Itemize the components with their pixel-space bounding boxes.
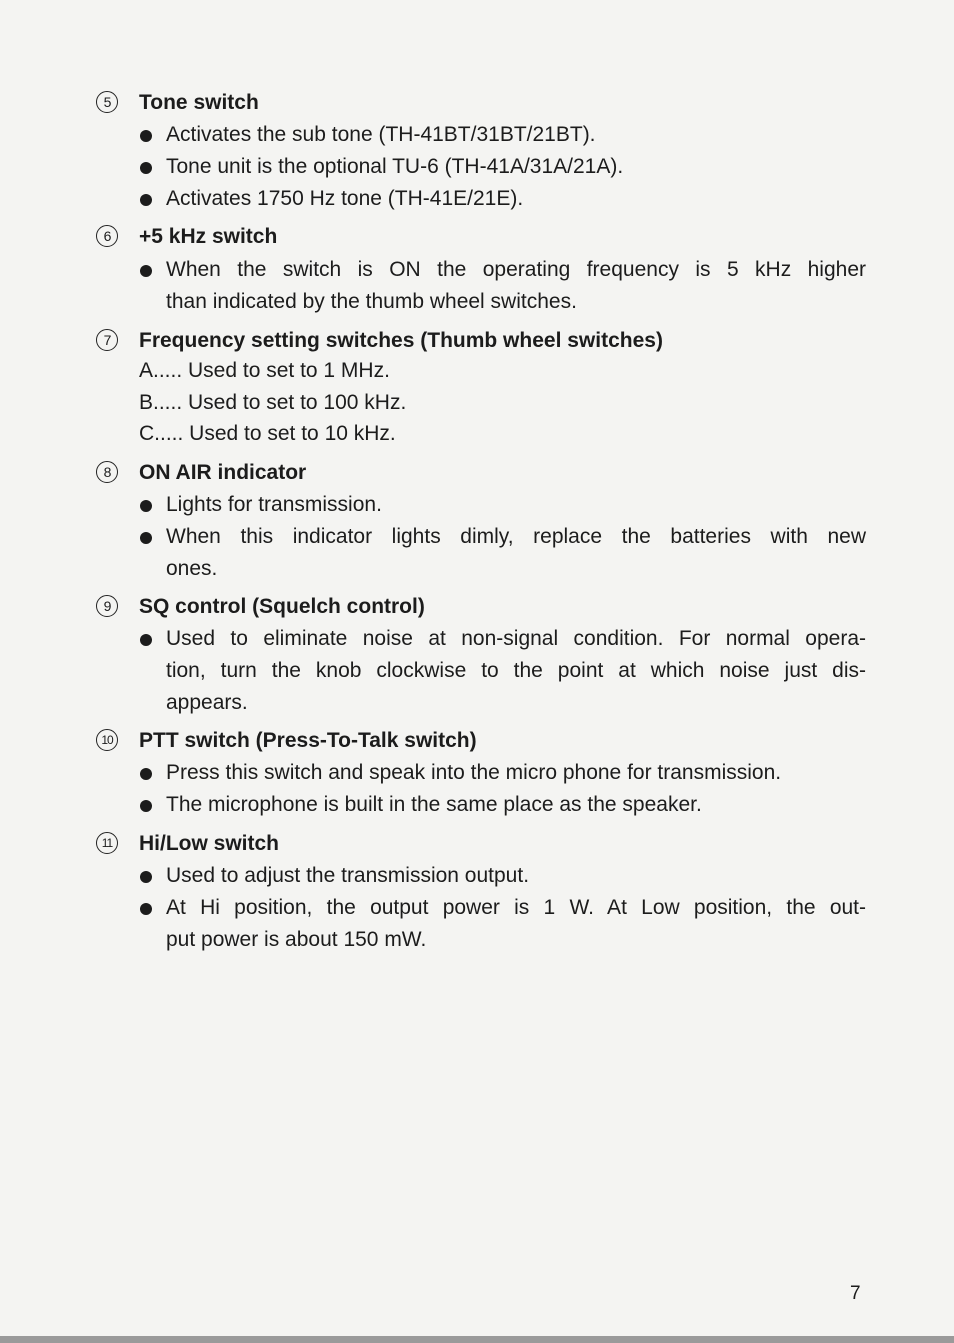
list-item-continuation: appears.: [166, 691, 248, 714]
switch-description: B..... Used to set to 100 kHz.: [139, 391, 407, 414]
page-bottom-edge: [0, 1336, 954, 1343]
list-item: When the switch is ON the operating frequency is 5 kHz higher: [166, 258, 866, 281]
bullet-icon: [140, 532, 152, 544]
section-number: 11: [96, 832, 118, 854]
list-item-continuation: tion, turn the knob clockwise to the point at which noise just dis-: [166, 659, 866, 682]
bullet-icon: [140, 500, 152, 512]
section-number: 6: [96, 225, 118, 247]
list-item: Activates 1750 Hz tone (TH-41E/21E).: [166, 187, 524, 210]
list-item: Lights for transmission.: [166, 493, 382, 516]
section-heading: Hi/Low switch: [139, 832, 280, 855]
bullet-icon: [140, 265, 152, 277]
list-item-continuation: ones.: [166, 557, 218, 580]
section-heading: Frequency setting switches (Thumb wheel switches): [139, 329, 663, 352]
section-heading: ON AIR indicator: [139, 461, 307, 484]
bullet-icon: [140, 130, 152, 142]
bullet-icon: [140, 800, 152, 812]
bullet-icon: [140, 162, 152, 174]
list-item: At Hi position, the output power is 1 W. At Low position, the out-: [166, 896, 866, 919]
list-item: The microphone is built in the same place as the speaker.: [166, 793, 702, 816]
bullet-icon: [140, 194, 152, 206]
section-number: 5: [96, 91, 118, 113]
section-heading: Tone switch: [139, 91, 259, 114]
section-heading: +5 kHz switch: [139, 225, 278, 248]
list-item: Used to adjust the transmission output.: [166, 864, 530, 887]
section-number: 9: [96, 595, 118, 617]
section-number: 10: [96, 729, 118, 751]
section-number: 7: [96, 329, 118, 351]
section-heading: SQ control (Squelch control): [139, 595, 425, 618]
list-item-continuation: put power is about 150 mW.: [166, 928, 427, 951]
list-item: Used to eliminate noise at non-signal condition. For normal opera-: [166, 627, 866, 650]
bullet-icon: [140, 903, 152, 915]
section-number: 8: [96, 461, 118, 483]
list-item-continuation: than indicated by the thumb wheel switches.: [166, 290, 577, 313]
list-item: Tone unit is the optional TU-6 (TH-41A/31A/21A).: [166, 155, 624, 178]
switch-description: A..... Used to set to 1 MHz.: [139, 359, 390, 382]
list-item: Press this switch and speak into the micro phone for transmission.: [166, 761, 782, 784]
bullet-icon: [140, 871, 152, 883]
list-item: Activates the sub tone (TH-41BT/31BT/21BT).: [166, 123, 596, 146]
bullet-icon: [140, 768, 152, 780]
page-number: 7: [850, 1283, 861, 1304]
switch-description: C..... Used to set to 10 kHz.: [139, 422, 396, 445]
list-item: When this indicator lights dimly, replace the batteries with new: [166, 525, 866, 548]
section-heading: PTT switch (Press-To-Talk switch): [139, 729, 477, 752]
bullet-icon: [140, 634, 152, 646]
